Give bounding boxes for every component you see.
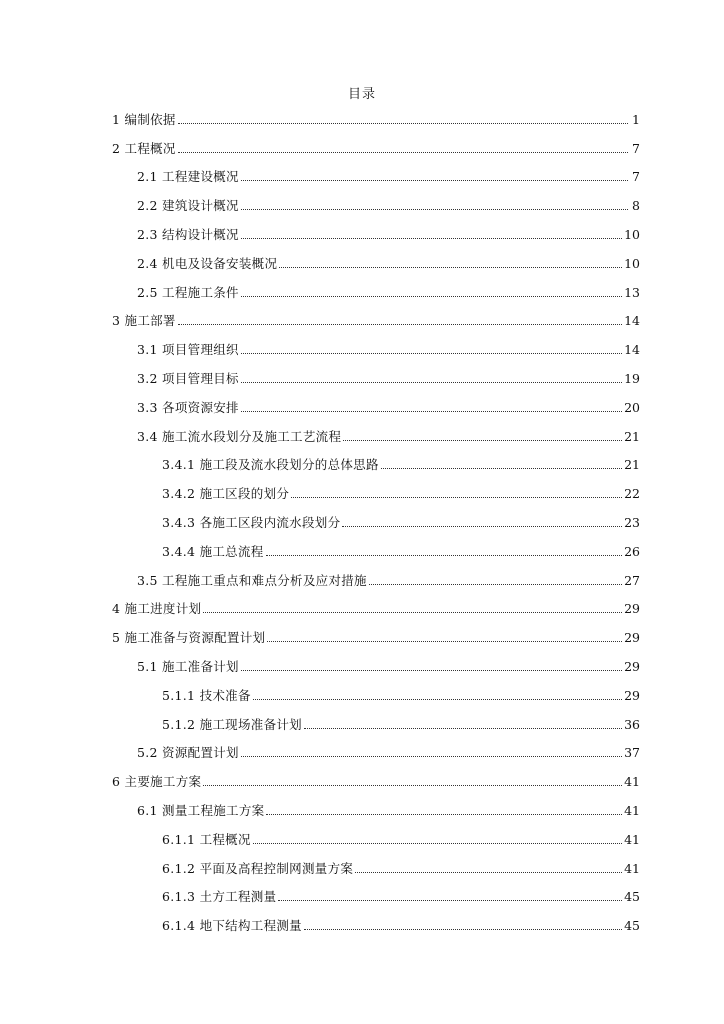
toc-entry-label: 3.4.2 施工区段的划分 bbox=[162, 486, 290, 502]
toc-dot-leader bbox=[291, 497, 622, 498]
toc-entry[interactable] bbox=[112, 534, 640, 563]
toc-entry[interactable] bbox=[112, 332, 640, 361]
toc-entry[interactable] bbox=[112, 649, 640, 678]
toc-entry-page-number: 10 bbox=[624, 255, 640, 271]
toc-entry[interactable] bbox=[112, 275, 640, 304]
toc-dot-leader bbox=[342, 526, 622, 527]
toc-entry[interactable] bbox=[112, 304, 640, 333]
toc-entry[interactable] bbox=[112, 851, 640, 880]
toc-dot-leader bbox=[241, 353, 622, 354]
toc-entry-page-number: 1 bbox=[632, 111, 640, 127]
toc-entry[interactable] bbox=[112, 736, 640, 765]
toc-entry[interactable] bbox=[112, 505, 640, 534]
toc-entry[interactable] bbox=[112, 880, 640, 909]
toc-dot-leader bbox=[266, 555, 623, 556]
toc-dot-leader bbox=[369, 584, 622, 585]
toc-dot-leader bbox=[178, 123, 628, 124]
toc-entry-label: 3.2 项目管理目标 bbox=[137, 370, 239, 386]
toc-entry-label: 3.4.4 施工总流程 bbox=[162, 543, 264, 559]
toc-entry-label: 2.1 工程建设概况 bbox=[137, 169, 239, 185]
toc-entry-label: 3.3 各项资源安排 bbox=[137, 399, 239, 415]
toc-entry[interactable] bbox=[112, 160, 640, 189]
toc-entry-page-number: 7 bbox=[632, 140, 640, 156]
toc-entry[interactable] bbox=[112, 361, 640, 390]
toc-dot-leader bbox=[267, 641, 622, 642]
toc-entry-page-number: 7 bbox=[632, 169, 640, 185]
toc-entry-page-number: 26 bbox=[624, 543, 640, 559]
toc-entry[interactable] bbox=[112, 188, 640, 217]
toc-entry[interactable] bbox=[112, 908, 640, 937]
toc-entry-page-number: 22 bbox=[624, 486, 640, 502]
toc-entry-page-number: 29 bbox=[624, 630, 640, 646]
toc-dot-leader bbox=[279, 267, 622, 268]
toc-entry-page-number: 8 bbox=[632, 198, 640, 214]
toc-entry-label: 4 施工进度计划 bbox=[112, 601, 202, 617]
toc-entry[interactable] bbox=[112, 563, 640, 592]
toc-entry-label: 6.1.2 平面及高程控制网测量方案 bbox=[162, 860, 354, 876]
toc-entry-page-number: 37 bbox=[624, 745, 640, 761]
toc-entry-page-number: 19 bbox=[624, 370, 640, 386]
toc-entry-label: 2.3 结构设计概况 bbox=[137, 226, 239, 242]
toc-dot-leader bbox=[178, 152, 628, 153]
toc-dot-leader bbox=[266, 814, 622, 815]
toc-entry-label: 2.4 机电及设备安装概况 bbox=[137, 255, 278, 271]
toc-entry-page-number: 20 bbox=[624, 399, 640, 415]
toc-entry-page-number: 29 bbox=[624, 601, 640, 617]
toc-entry-label: 3.5 工程施工重点和难点分析及应对措施 bbox=[137, 572, 367, 588]
toc-entry[interactable] bbox=[112, 102, 640, 131]
table-of-contents bbox=[112, 102, 640, 937]
toc-entry-label: 6.1.4 地下结构工程测量 bbox=[162, 918, 302, 934]
toc-dot-leader bbox=[253, 699, 622, 700]
toc-entry[interactable] bbox=[112, 620, 640, 649]
toc-dot-leader bbox=[253, 843, 622, 844]
toc-dot-leader bbox=[241, 238, 622, 239]
toc-dot-leader bbox=[241, 756, 622, 757]
toc-entry-label: 3.4.1 施工段及流水段划分的总体思路 bbox=[162, 457, 379, 473]
toc-dot-leader bbox=[241, 209, 628, 210]
toc-entry-page-number: 10 bbox=[624, 226, 640, 242]
toc-dot-leader bbox=[304, 929, 622, 930]
toc-dot-leader bbox=[241, 670, 622, 671]
toc-dot-leader bbox=[203, 612, 622, 613]
toc-entry-label: 2.5 工程施工条件 bbox=[137, 284, 239, 300]
toc-entry-page-number: 29 bbox=[624, 687, 640, 703]
toc-entry-page-number: 21 bbox=[624, 457, 640, 473]
toc-entry-page-number: 13 bbox=[624, 284, 640, 300]
toc-entry-page-number: 41 bbox=[624, 831, 640, 847]
toc-dot-leader bbox=[241, 180, 628, 181]
toc-entry-label: 5 施工准备与资源配置计划 bbox=[112, 630, 266, 646]
toc-dot-leader bbox=[355, 872, 622, 873]
toc-entry-page-number: 23 bbox=[624, 514, 640, 530]
toc-entry-page-number: 45 bbox=[624, 889, 640, 905]
toc-dot-leader bbox=[381, 468, 622, 469]
toc-entry-page-number: 27 bbox=[624, 572, 640, 588]
toc-entry[interactable] bbox=[112, 131, 640, 160]
toc-entry-label: 6.1 测量工程施工方案 bbox=[137, 802, 265, 818]
toc-entry[interactable] bbox=[112, 793, 640, 822]
toc-entry-label: 6.1.3 土方工程测量 bbox=[162, 889, 277, 905]
toc-entry[interactable] bbox=[112, 764, 640, 793]
toc-entry[interactable] bbox=[112, 822, 640, 851]
toc-dot-leader bbox=[178, 324, 622, 325]
toc-entry-label: 3.4.3 各施工区段内流水段划分 bbox=[162, 514, 341, 530]
toc-entry[interactable] bbox=[112, 448, 640, 477]
toc-entry[interactable] bbox=[112, 707, 640, 736]
toc-entry-label: 5.1.1 技术准备 bbox=[162, 687, 251, 703]
toc-entry-page-number: 36 bbox=[624, 716, 640, 732]
toc-entry-page-number: 41 bbox=[624, 860, 640, 876]
toc-dot-leader bbox=[304, 728, 622, 729]
toc-entry-label: 2 工程概况 bbox=[112, 140, 176, 156]
toc-entry-label: 2.2 建筑设计概况 bbox=[137, 198, 239, 214]
toc-dot-leader bbox=[278, 900, 622, 901]
toc-entry[interactable] bbox=[112, 217, 640, 246]
toc-dot-leader bbox=[241, 411, 622, 412]
toc-entry-label: 6 主要施工方案 bbox=[112, 774, 202, 790]
toc-entry-page-number: 29 bbox=[624, 658, 640, 674]
toc-entry-label: 5.1 施工准备计划 bbox=[137, 658, 239, 674]
toc-entry-page-number: 41 bbox=[624, 774, 640, 790]
toc-entry[interactable] bbox=[112, 390, 640, 419]
toc-entry-label: 3 施工部署 bbox=[112, 313, 176, 329]
toc-entry-label: 5.1.2 施工现场准备计划 bbox=[162, 716, 302, 732]
toc-entry-page-number: 45 bbox=[624, 918, 640, 934]
toc-dot-leader bbox=[343, 440, 622, 441]
toc-dot-leader bbox=[203, 785, 622, 786]
toc-entry-label: 5.2 资源配置计划 bbox=[137, 745, 239, 761]
toc-title: 目录 bbox=[347, 87, 376, 102]
toc-entry-label: 6.1.1 工程概况 bbox=[162, 831, 251, 847]
toc-entry-label: 3.1 项目管理组织 bbox=[137, 342, 239, 358]
toc-entry-label: 1 编制依据 bbox=[112, 111, 176, 127]
toc-entry[interactable] bbox=[112, 678, 640, 707]
toc-entry-page-number: 21 bbox=[624, 428, 640, 444]
toc-entry-page-number: 14 bbox=[624, 342, 640, 358]
toc-entry[interactable] bbox=[112, 476, 640, 505]
toc-entry[interactable] bbox=[112, 419, 640, 448]
toc-entry[interactable] bbox=[112, 246, 640, 275]
toc-entry-label: 3.4 施工流水段划分及施工工艺流程 bbox=[137, 428, 342, 444]
toc-dot-leader bbox=[241, 296, 622, 297]
toc-entry-page-number: 41 bbox=[624, 802, 640, 818]
toc-entry[interactable] bbox=[112, 592, 640, 621]
toc-dot-leader bbox=[241, 382, 622, 383]
toc-entry-page-number: 14 bbox=[624, 313, 640, 329]
